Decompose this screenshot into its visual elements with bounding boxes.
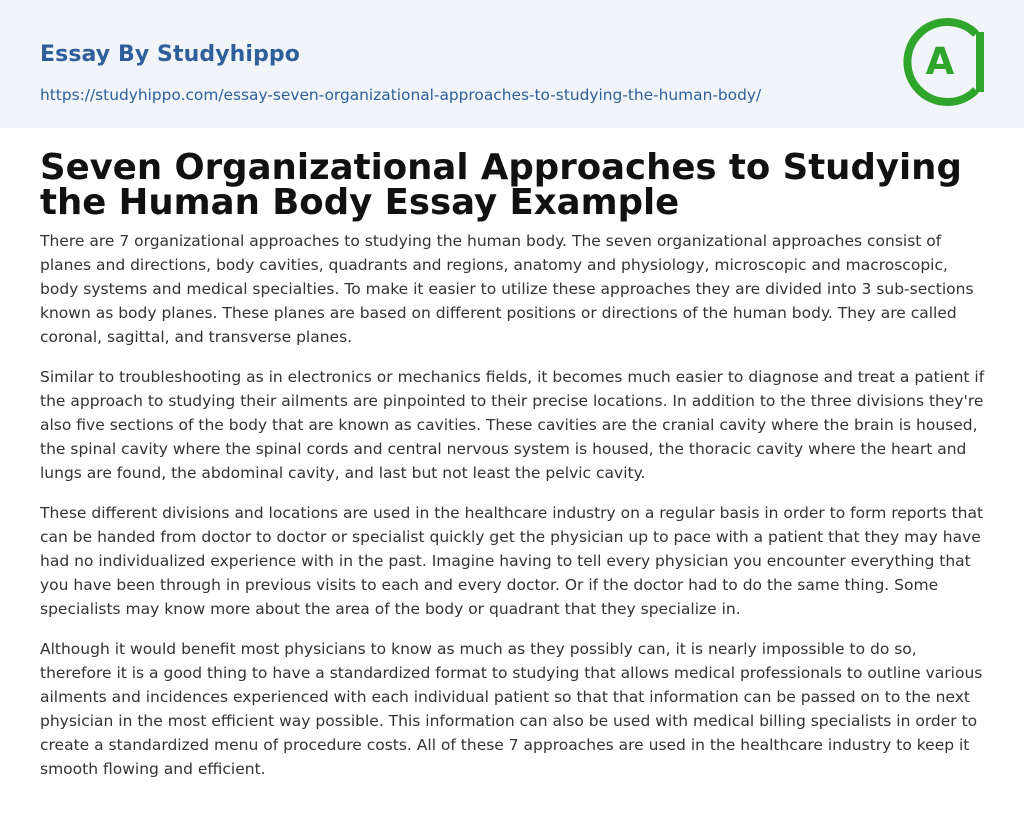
paragraph: There are 7 organizational approaches to studying the human body. The seven organizational approaches consist of planes and directions, body cavities, quadrants and regions, anatomy and physiology, microscopic and macroscopic, body systems and medical specialties. To make it easier to utilize these approaches they are divided into 3 sub-sections known as body planes. These planes are based on different positions or directions of the human body. They are called coronal, sagittal, and transverse planes. [40,232,974,346]
paragraph: These different divisions and locations are used in the healthcare industry on a regular basis in order to form reports that can be handed from doctor to doctor or specialist quickly get the physician up to pace with a patient that they may have had no individualized experience with in the past. Imagine having to tell every physician you encounter everything that you have been through in previous visits to each and every doctor. Or if the doctor had to do the same thing. Some specialists may know more about the area of the body or quadrant that they specialize in. [40,504,984,618]
article-title: Seven Organizational Approaches to Studying the Human Body Essay Example [40,147,962,223]
site-header [0,0,1024,128]
paragraph: Although it would benefit most physicians to know as much as they possibly can, it is nearly impossible to do so, therefore it is a good thing to have a standardized format to studying that allows medical professionals to outline various ailments and incidences experienced with each individual patient so that that information can be passed on to the next physician in the most efficient way possible. This information can also be used with medical billing specialists in order to create a standardized menu of procedure costs. All of these 7 approaches are used in the healthcare industry to keep it smooth flowing and efficient. [40,640,983,778]
logo-letter: A [925,40,955,83]
page-url-link[interactable]: https://studyhippo.com/essay-seven-organizational-approaches-to-studying-the-human-body/ [40,86,762,104]
article-body [40,229,990,797]
studyhippo-logo-icon[interactable] [902,18,990,106]
site-title[interactable]: Essay By Studyhippo [40,42,300,67]
paragraph: Similar to troubleshooting as in electronics or mechanics fields, it becomes much easier to diagnose and treat a patient if the approach to studying their ailments are pinpointed to their precise locations. In addition to the three divisions they're also five sections of the body that are known as cavities. These cavities are the cranial cavity where the brain is housed, the spinal cavity where the spinal cords and central nervous system is housed, the thoracic cavity where the heart and lungs are found, the abdominal cavity, and last but not least the pelvic cavity. [40,368,985,482]
